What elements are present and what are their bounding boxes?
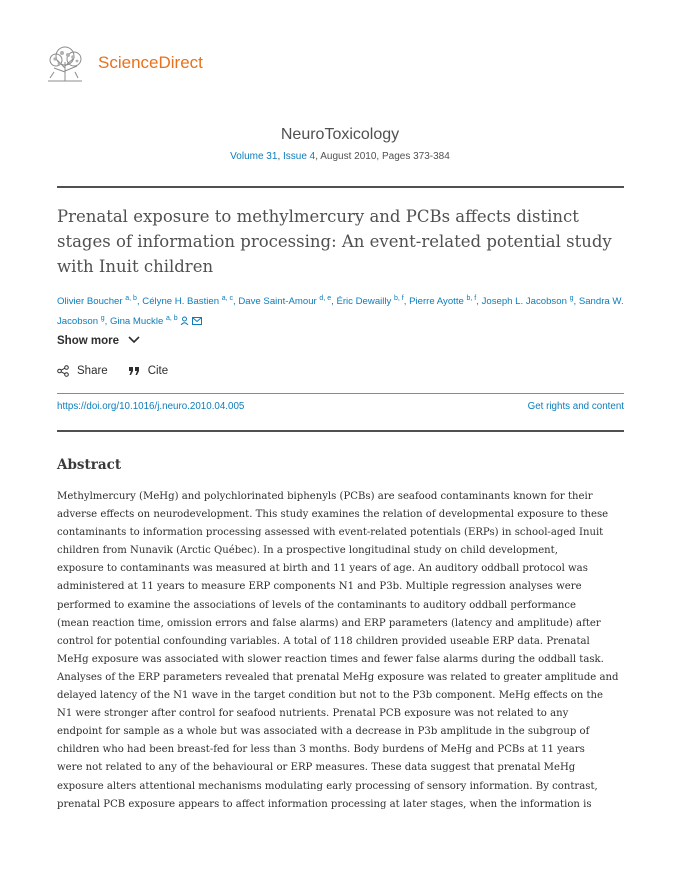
show-more-button[interactable] <box>57 335 140 347</box>
abstract-line: delayed latency of the N1 wave in the target condition but not to the P3b component. MeHg effects on the <box>57 690 604 702</box>
journal-title[interactable]: NeuroToxicology <box>280 126 400 143</box>
abstract-line: control for potential confounding variables. A total of 118 children provided useable ERP data. Prenatal <box>57 635 590 647</box>
doi-link[interactable]: https://doi.org/10.1016/j.neuro.2010.04.005 <box>57 401 245 412</box>
abstract-line: contaminants to information processing assessed with event-related potentials (ERPs) in school-aged Inuit <box>57 527 604 539</box>
abstract-line: children who had been breast-fed for less than 3 months. Body burdens of MeHg and PCBs at 11 years <box>57 744 585 756</box>
volume-link[interactable]: Volume 31 <box>230 151 278 162</box>
share-button[interactable] <box>57 365 108 377</box>
abstract-line: were not related to any of the behavioural or ERP measures. These data suggest that prenatal MeHg <box>57 762 576 774</box>
chevron-down-icon <box>128 336 140 344</box>
abstract-line: Analyses of the ERP parameters revealed that prenatal MeHg exposure was related to greater amplitude and <box>57 671 619 683</box>
abstract-body <box>57 488 629 814</box>
abstract-line: performed to examine the associations of levels of the contaminants to auditory oddball performance <box>57 599 576 611</box>
author-list <box>57 290 627 330</box>
abstract-line: administered at 11 years to measure ERP components N1 and P3b. Multiple regression analyses were <box>57 581 582 593</box>
email-icon[interactable] <box>192 317 202 325</box>
brand-name: ScienceDirect <box>98 53 203 72</box>
abstract-line: adverse effects on neurodevelopment. This study examines the relation of developmental exposure to these <box>57 509 609 521</box>
cite-button[interactable] <box>128 365 168 377</box>
show-more-label: Show more <box>57 335 119 347</box>
abstract-line: prenatal PCB exposure appears to affect information processing at later stages, when the information is <box>57 798 592 810</box>
journal-issue: Volume 31, Issue 4, August 2010, Pages 373-384 <box>230 151 450 162</box>
rights-link[interactable]: Get rights and content <box>527 401 624 412</box>
abstract-line: MeHg exposure was associated with slower reaction times and fewer false alarms during the oddball task. <box>57 653 604 665</box>
issue-link[interactable]: Issue 4 <box>283 151 316 162</box>
share-cite-bar <box>57 365 188 377</box>
abstract-line: N1 were stronger after control for seafood nutrients. Prenatal PCB exposure was not related to any <box>57 708 569 720</box>
abstract-line: (mean reaction time, omission errors and false alarms) and ERP parameters (latency and amplitude) after <box>57 617 601 629</box>
quote-icon <box>128 366 140 376</box>
sciencedirect-logo[interactable] <box>44 44 203 82</box>
abstract-line: children from Nunavik (Arctic Québec). In a prospective longitudinal study on child development, <box>57 545 558 557</box>
elsevier-tree-icon <box>44 44 86 82</box>
share-icon <box>57 365 69 377</box>
authors-line-1[interactable]: Olivier Boucher $^{a, b}$, Célyne H. Bastien $^{a, c}$, Dave Saint-Amour $^{d, e}$, Éric Dewailly $^{b, f}$, Pierre Ayotte $^{b, f}$, Joseph L. Jacobson $^g$, Sandra W. <box>57 295 624 308</box>
abstract-line: Methylmercury (MeHg) and polychlorinated biphenyls (PCBs) are seafood contaminants known for their <box>57 491 593 502</box>
cite-label: Cite <box>147 365 169 377</box>
person-icon[interactable] <box>180 316 189 325</box>
article-title: Prenatal exposure to methylmercury and PCBs affects distinct stages of information processing: An event-related potential study with Inuit children <box>57 207 612 276</box>
doi-divider-top <box>57 393 624 394</box>
abstract-line: endpoint for sample as a whole but was associated with a decrease in P3b amplitude in the subgroup of <box>57 726 590 738</box>
abstract-line: exposure alters attentional mechanisms modulating early processing of sensory information. By contrast, <box>57 780 598 792</box>
share-label: Share <box>77 365 108 377</box>
authors-line-2[interactable]: Jacobson $^g$, Gina Muckle $^{a, b}$ <box>57 310 627 330</box>
abstract-line: exposure to contaminants was measured at birth and 11 years of age. An auditory oddball protocol was <box>57 563 588 575</box>
top-divider <box>57 186 624 188</box>
issue-date-pages: , August 2010, Pages 373-384 <box>315 151 450 162</box>
doi-divider-bottom <box>57 430 624 432</box>
abstract-heading: Abstract <box>57 457 122 473</box>
